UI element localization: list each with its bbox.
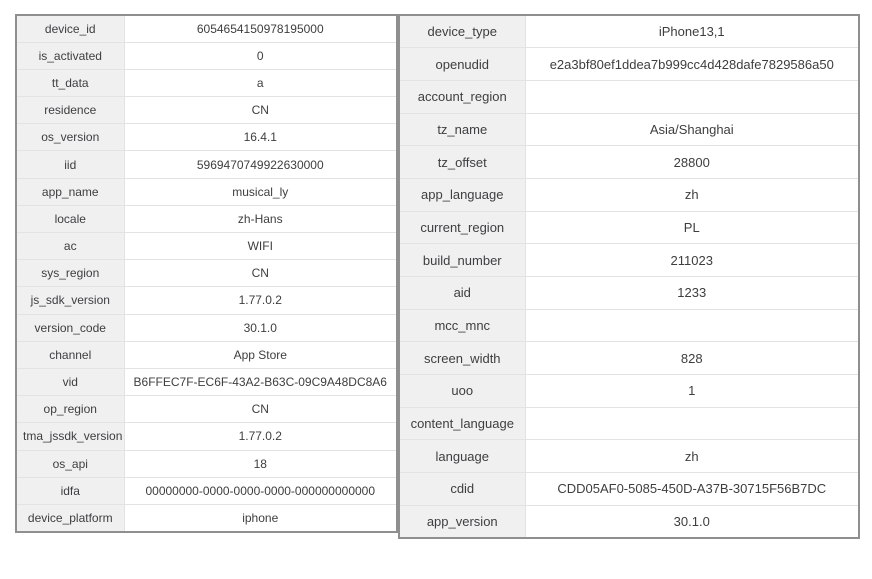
key-cell: channel: [16, 341, 124, 368]
table-row: [16, 260, 397, 287]
value-cell: [525, 309, 859, 342]
value-cell: zh: [525, 440, 859, 473]
key-cell: device_platform: [16, 504, 124, 531]
value-cell: [525, 407, 859, 440]
value-cell: 18: [124, 450, 397, 477]
value-cell: 00000000-0000-0000-0000-000000000000: [124, 477, 397, 504]
value-cell: WIFI: [124, 233, 397, 260]
right-kv-table: [398, 14, 860, 539]
value-cell: App Store: [124, 341, 397, 368]
value-cell: CDD05AF0-5085-450D-A37B-30715F56B7DC: [525, 473, 859, 506]
key-cell: iid: [16, 151, 124, 178]
value-cell: 1233: [525, 277, 859, 310]
table-row: [16, 178, 397, 205]
table-row: [16, 287, 397, 314]
table-row: [16, 450, 397, 477]
key-cell: app_name: [16, 178, 124, 205]
value-cell: CN: [124, 97, 397, 124]
table-row: [399, 15, 859, 48]
value-cell: Asia/Shanghai: [525, 113, 859, 146]
key-cell: os_api: [16, 450, 124, 477]
value-cell: 1.77.0.2: [124, 423, 397, 450]
table-row: [16, 233, 397, 260]
key-cell: device_id: [16, 15, 124, 42]
value-cell: iPhone13,1: [525, 15, 859, 48]
key-cell: version_code: [16, 314, 124, 341]
table-row: [16, 504, 397, 531]
right-kv-table-body: [399, 15, 859, 538]
key-cell: app_version: [399, 505, 525, 538]
value-cell: 5969470749922630000: [124, 151, 397, 178]
key-cell: device_type: [399, 15, 525, 48]
key-cell: mcc_mnc: [399, 309, 525, 342]
table-row: [399, 146, 859, 179]
left-kv-table-body: [16, 15, 397, 532]
key-cell: tz_name: [399, 113, 525, 146]
value-cell: [525, 80, 859, 113]
table-row: [399, 375, 859, 408]
key-cell: app_language: [399, 178, 525, 211]
table-row: [399, 440, 859, 473]
table-row: [399, 244, 859, 277]
value-cell: 6054654150978195000: [124, 15, 397, 42]
key-cell: residence: [16, 97, 124, 124]
key-cell: idfa: [16, 477, 124, 504]
key-cell: op_region: [16, 396, 124, 423]
value-cell: zh: [525, 178, 859, 211]
table-row: [399, 342, 859, 375]
table-row: [16, 15, 397, 42]
value-cell: B6FFEC7F-EC6F-43A2-B63C-09C9A48DC8A6: [124, 368, 397, 395]
table-row: [16, 205, 397, 232]
table-row: [16, 477, 397, 504]
value-cell: CN: [124, 396, 397, 423]
value-cell: 30.1.0: [124, 314, 397, 341]
key-cell: current_region: [399, 211, 525, 244]
value-cell: a: [124, 69, 397, 96]
table-row: [16, 341, 397, 368]
key-cell: openudid: [399, 48, 525, 81]
key-cell: js_sdk_version: [16, 287, 124, 314]
value-cell: 828: [525, 342, 859, 375]
value-cell: 16.4.1: [124, 124, 397, 151]
value-cell: 28800: [525, 146, 859, 179]
key-cell: build_number: [399, 244, 525, 277]
key-cell: os_version: [16, 124, 124, 151]
key-cell: language: [399, 440, 525, 473]
table-row: [399, 309, 859, 342]
key-cell: cdid: [399, 473, 525, 506]
table-row: [399, 80, 859, 113]
table-row: [16, 314, 397, 341]
key-cell: ac: [16, 233, 124, 260]
key-cell: tt_data: [16, 69, 124, 96]
key-cell: uoo: [399, 375, 525, 408]
table-row: [399, 407, 859, 440]
key-cell: sys_region: [16, 260, 124, 287]
table-row: [16, 124, 397, 151]
left-kv-table: [15, 14, 398, 533]
key-cell: tz_offset: [399, 146, 525, 179]
value-cell: 1: [525, 375, 859, 408]
value-cell: musical_ly: [124, 178, 397, 205]
key-cell: screen_width: [399, 342, 525, 375]
value-cell: iphone: [124, 504, 397, 531]
table-row: [16, 396, 397, 423]
table-row: [399, 113, 859, 146]
value-cell: 0: [124, 42, 397, 69]
table-row: [399, 473, 859, 506]
table-row: [399, 48, 859, 81]
key-cell: locale: [16, 205, 124, 232]
key-cell: vid: [16, 368, 124, 395]
value-cell: 211023: [525, 244, 859, 277]
table-row: [16, 42, 397, 69]
table-row: [399, 277, 859, 310]
value-cell: 30.1.0: [525, 505, 859, 538]
value-cell: e2a3bf80ef1ddea7b999cc4d428dafe7829586a50: [525, 48, 859, 81]
key-cell: account_region: [399, 80, 525, 113]
table-row: [399, 178, 859, 211]
table-row: [399, 211, 859, 244]
value-cell: PL: [525, 211, 859, 244]
table-row: [16, 368, 397, 395]
table-row: [16, 69, 397, 96]
value-cell: zh-Hans: [124, 205, 397, 232]
key-cell: is_activated: [16, 42, 124, 69]
table-row: [16, 151, 397, 178]
table-row: [399, 505, 859, 538]
value-cell: CN: [124, 260, 397, 287]
value-cell: 1.77.0.2: [124, 287, 397, 314]
key-cell: content_language: [399, 407, 525, 440]
table-row: [16, 97, 397, 124]
table-row: [16, 423, 397, 450]
key-cell: tma_jssdk_version: [16, 423, 124, 450]
key-cell: aid: [399, 277, 525, 310]
